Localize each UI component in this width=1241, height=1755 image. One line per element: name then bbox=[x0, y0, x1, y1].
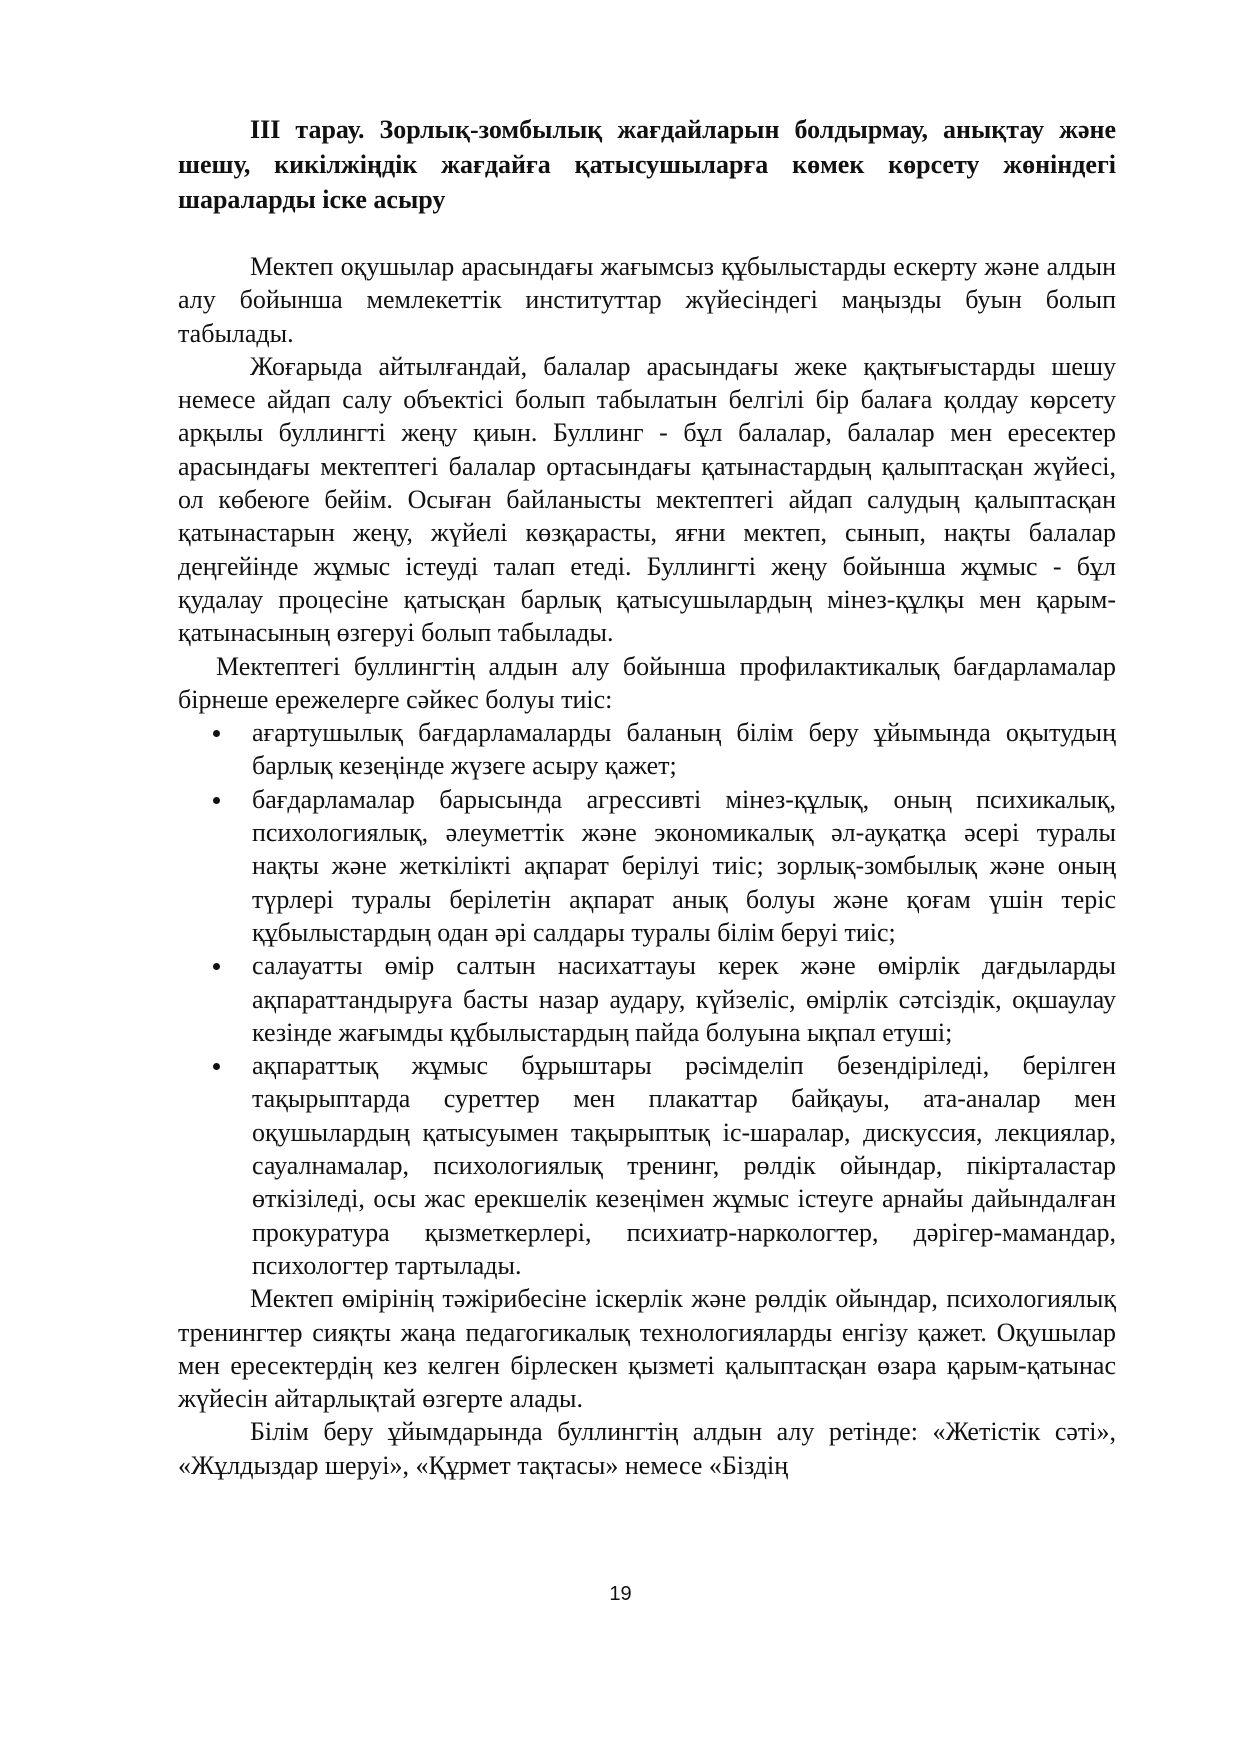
list-item bbox=[252, 716, 1116, 783]
page-number: 19 bbox=[609, 1583, 632, 1605]
bullet-icon bbox=[213, 730, 220, 737]
paragraph-new-technologies: Мектеп өмірінің тәжірибесіне іскерлік және рөлдік ойындар, психологиялық тренингтер сияқты жаңа педагогикалық технологияларды енгізу қажет. Оқушылар мен ересектердің кез келген бірлескен қызметі қалыптасқан өзара қарым-қатынас жүйесін айтарлықтай өзгерте алады. bbox=[178, 1284, 1116, 1414]
bullet-icon bbox=[213, 797, 220, 804]
list-item bbox=[252, 1049, 1116, 1282]
bullet-icon bbox=[213, 963, 220, 970]
list-item-text: салауатты өмір салтын насихаттауы керек және өмірлік дағдыларды ақпараттандыруға басты назар аудару, күйзеліс, өмірлік сәтсіздік, оқшаулау кезінде жағымды құбылыстардың пайда болуына ықпал етуші; bbox=[252, 951, 1116, 1047]
prevention-rules-list bbox=[178, 716, 1116, 1282]
chapter-heading: ІІІ тарау. Зорлық-зомбылық жағдайларын болдырмау, анықтау және шешу, кикілжіңдік жағдайға қатысушыларға көмек көрсету жөніндегі шараларды іске асыру bbox=[178, 115, 1116, 214]
document-page bbox=[178, 112, 1116, 1482]
list-item-text: бағдарламалар барысында агрессивті мінез-құлық, оның психикалық, психологиялық, әлеуметтік және экономикалық әл-ауқатқа әсері туралы нақты және жеткілікті ақпарат берілуі тиіс; зорлық-зомбылық және оның түрлері туралы берілетін ақпарат анық болуы және қоғам үшін теріс құбылыстардың одан әрі салдары туралы білім беруі тиіс; bbox=[252, 784, 1116, 947]
paragraph-bullying-overview: Жоғарыда айтылғандай, балалар арасындағы жеке қақтығыстарды шешу немесе айдап салу объектісі болып табылатын белгілі бір балаға қолдау көрсету арқылы буллингті жеңу қиын. Буллинг - бұл балалар, балалар мен ересектер арасындағы мектептегі балалар ортасындағы қатынастардың қалыптасқан жүйесі, ол көбеюге бейім. Осыған байланысты мектептегі айдап салудың қалыптасқан қатынастарын жеңу, жүйелі көзқарасты, яғни мектеп, сынып, нақты балалар деңгейінде жұмыс істеуді талап етеді. Буллингті жеңу бойынша жұмыс - бұл қудалау процесіне қатысқан барлық қатысушылардың мінез-құлқы мен қарым-қатынасының өзгеруі болып табылады. bbox=[178, 351, 1116, 648]
list-item-text: ақпараттық жұмыс бұрыштары рәсімделіп безендіріледі, берілген тақырыптарда суреттер мен плакаттар байқауы, ата-аналар мен оқушылардың қатысуымен тақырыптық іс-шаралар, дискуссия, лекциялар, сауалнамалар, психологиялық тренинг, рөлдік ойындар, пікірталастар өткізіледі, осы жас ерекшелік кезеңімен жұмыс істеуге арнайы дайындалған прокуратура қызметкерлері, психиатр-наркологтер, дәрігер-мамандар, психологтер тартылады. bbox=[252, 1051, 1116, 1280]
paragraph-prevention-events: Білім беру ұйымдарында буллингтің алдын алу ретінде: «Жетістік сәті», «Жұлдыздар шеруі», «Құрмет тақтасы» немесе «Біздің bbox=[178, 1417, 1116, 1480]
paragraph-prevention-rules: Мектептегі буллингтің алдын алу бойынша профилактикалық бағдарламалар бірнеше ережелерге сәйкес болуы тиіс: bbox=[178, 651, 1116, 714]
list-item bbox=[252, 783, 1116, 949]
list-item bbox=[252, 949, 1116, 1049]
bullet-icon bbox=[213, 1063, 220, 1070]
list-item-text: ағартушылық бағдарламаларды баланың білім беру ұйымында оқытудың барлық кезеңінде жүзеге асыру қажет; bbox=[252, 718, 1116, 781]
paragraph-school-role: Мектеп оқушылар арасындағы жағымсыз құбылыстарды ескерту және алдын алу бойынша мемлекеттік институттар жүйесіндегі маңызды буын болып табылады. bbox=[178, 252, 1116, 348]
